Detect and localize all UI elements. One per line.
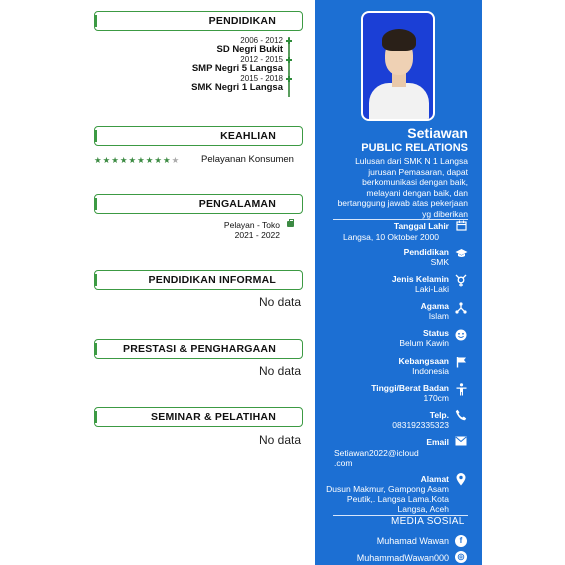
phone-icon xyxy=(454,409,468,423)
detail-value: 170cm xyxy=(423,393,449,403)
detail-label: Tinggi/Berat Badan xyxy=(371,383,449,393)
instagram-icon[interactable]: ◎ xyxy=(455,551,467,563)
section-title: PENDIDIKAN xyxy=(208,15,276,27)
experience-title: Pelayan - Toko xyxy=(223,220,280,230)
profile-photo xyxy=(361,11,435,121)
section-header-experience xyxy=(94,194,303,214)
gender-icon xyxy=(454,274,468,288)
star-icon: ★ xyxy=(145,155,155,165)
star-icon: ★ xyxy=(94,155,103,165)
detail-value: Langsa, 10 Oktober 2000 xyxy=(343,232,439,242)
detail-label: Email xyxy=(426,437,449,447)
detail-height-weight xyxy=(371,383,449,403)
section-title: PENDIDIKAN INFORMAL xyxy=(148,274,276,286)
detail-label: Kebangsaan xyxy=(398,356,449,366)
section-header-education xyxy=(94,11,303,31)
detail-value: SMK xyxy=(430,257,449,267)
detail-value: Dusun Makmur, Gampong Asam Peutik,. Langsa Lama.Kota Langsa, Aceh xyxy=(326,484,449,514)
timeline-dot xyxy=(286,57,292,63)
divider xyxy=(333,219,468,220)
experience-period: 2021 - 2022 xyxy=(234,230,280,240)
star-icon: ★ xyxy=(111,155,120,165)
profile-sidebar xyxy=(315,0,482,565)
education-list xyxy=(120,36,283,93)
timeline-dot xyxy=(286,76,292,82)
detail-gender xyxy=(392,274,449,294)
education-item xyxy=(120,36,283,55)
detail-value: Laki-Laki xyxy=(414,284,449,294)
section-title: PENGALAMAN xyxy=(198,198,276,210)
section-header-informal-education xyxy=(94,270,303,290)
profile-role: PUBLIC RELATIONS xyxy=(361,142,468,154)
star-icon: ★ xyxy=(171,155,181,165)
detail-label: Status xyxy=(423,328,449,338)
detail-birth xyxy=(394,221,449,231)
network-icon xyxy=(454,302,468,316)
social-media-title: MEDIA SOSIAL xyxy=(391,516,465,527)
seminars-empty: No data xyxy=(259,433,302,447)
detail-address xyxy=(421,474,449,484)
detail-value: Islam xyxy=(428,311,449,321)
flag-icon xyxy=(454,356,468,370)
detail-value: .com xyxy=(334,458,353,468)
briefcase-icon xyxy=(287,221,294,227)
section-header-seminars xyxy=(94,407,303,427)
education-years: 2006 - 2012 xyxy=(240,36,283,45)
star-icon: ★ xyxy=(102,155,112,165)
education-item xyxy=(120,74,283,93)
education-school: SMP Negri 5 Langsa xyxy=(191,63,283,74)
timeline-dot xyxy=(286,38,292,44)
detail-education xyxy=(404,247,449,267)
section-title: SEMINAR & PELATIHAN xyxy=(151,411,276,423)
achievements-empty: No data xyxy=(259,364,302,378)
informal-education-empty: No data xyxy=(259,295,302,309)
detail-value: Indonesia xyxy=(412,366,449,376)
star-icon: ★ xyxy=(119,155,129,165)
detail-label: Jenis Kelamin xyxy=(391,274,449,284)
education-years: 2012 - 2015 xyxy=(240,55,283,64)
profile-summary: Lulusan dari SMK N 1 Langsa jurusan Pemasaran, dapat berkomunikasi dengan baik, melayani dengan baik, dan bertanggung jawab atas pekerjaan yg diberikan xyxy=(337,156,468,219)
skill-rating-stars xyxy=(94,155,180,166)
star-icon: ★ xyxy=(128,155,138,165)
star-icon: ★ xyxy=(163,155,172,165)
section-header-achievements xyxy=(94,339,303,359)
section-title: KEAHLIAN xyxy=(220,130,276,142)
detail-value: Belum Kawin xyxy=(399,338,449,348)
page-margin xyxy=(482,0,565,565)
education-school: SD Negri Bukit xyxy=(216,44,283,55)
profile-name: Setiawan xyxy=(407,125,468,141)
calendar-icon xyxy=(454,220,468,234)
social-facebook[interactable]: Muhamad Wawan xyxy=(376,536,449,546)
star-icon: ★ xyxy=(154,155,163,165)
detail-label: Telp. xyxy=(429,410,449,420)
facebook-icon[interactable]: f xyxy=(455,535,467,547)
section-header-skills xyxy=(94,126,303,146)
detail-value: Setiawan2022@icloud xyxy=(334,448,419,458)
star-icon: ★ xyxy=(137,155,146,165)
graduation-cap-icon xyxy=(454,248,468,262)
detail-label: Alamat xyxy=(420,474,449,484)
detail-label: Pendidikan xyxy=(403,247,449,257)
detail-nationality xyxy=(398,356,449,376)
location-pin-icon xyxy=(454,473,468,487)
smiley-icon xyxy=(454,329,468,343)
detail-status xyxy=(399,328,449,348)
education-timeline xyxy=(288,37,290,97)
detail-value: 083192335323 xyxy=(392,420,449,430)
education-years: 2015 - 2018 xyxy=(240,74,283,83)
section-title: PRESTASI & PENGHARGAAN xyxy=(123,343,276,355)
detail-phone xyxy=(392,410,449,430)
detail-religion xyxy=(421,301,449,321)
envelope-icon xyxy=(454,436,468,450)
education-school: SMK Negri 1 Langsa xyxy=(191,82,283,93)
skill-name: Pelayanan Konsumen xyxy=(201,154,294,165)
detail-label: Tanggal Lahir xyxy=(393,221,449,231)
education-item xyxy=(120,55,283,74)
detail-label: Agama xyxy=(420,301,449,311)
detail-email xyxy=(426,437,449,447)
social-instagram[interactable]: MuhammadWawan000 xyxy=(356,553,449,563)
person-icon xyxy=(454,383,468,397)
